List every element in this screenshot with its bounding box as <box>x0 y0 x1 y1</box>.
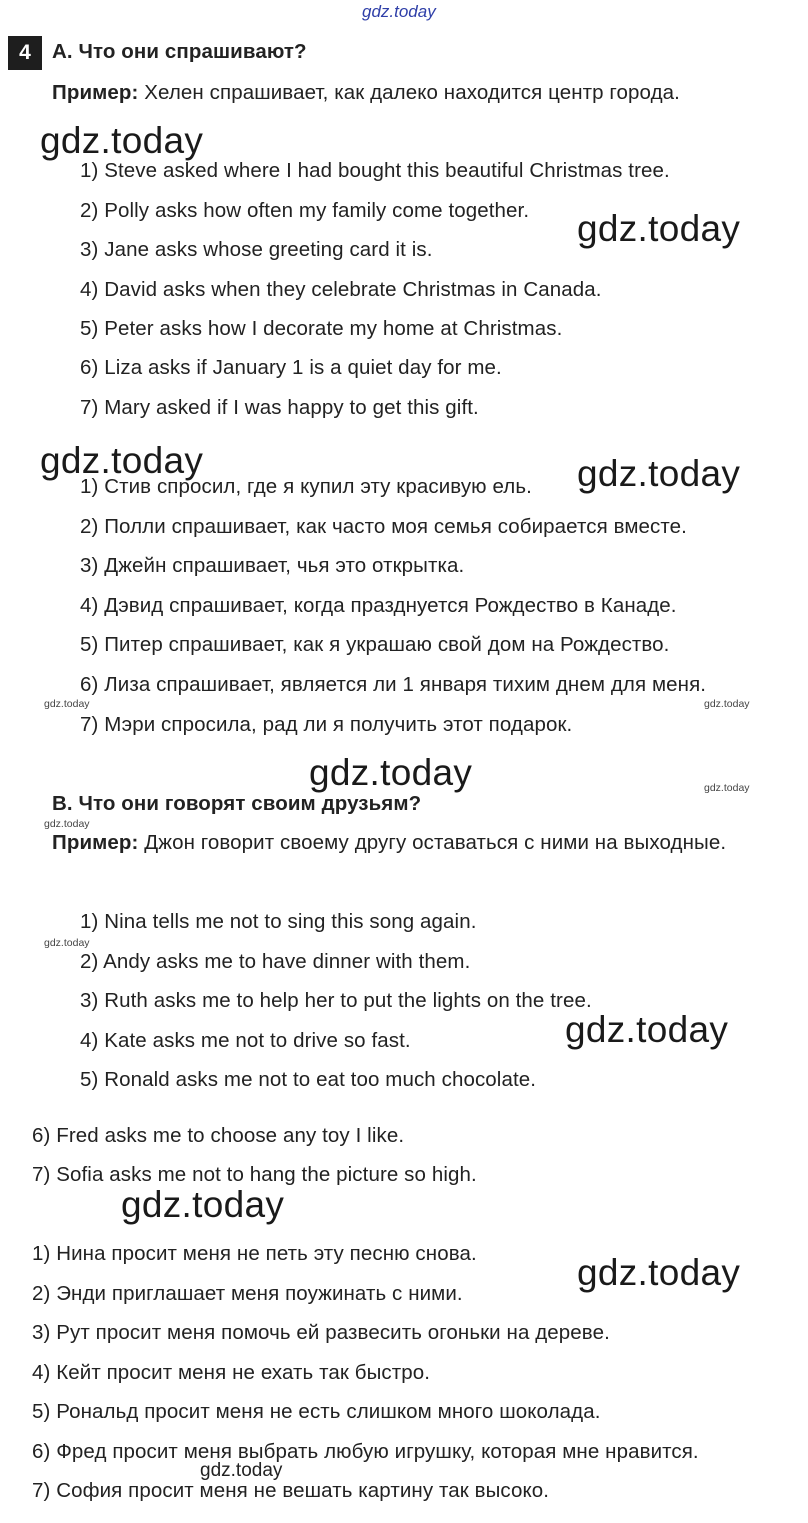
section-b-english-2: 2) Andy asks me to have dinner with them. <box>80 950 471 973</box>
watermark: gdz.today <box>577 208 741 249</box>
section-a-english-1: 1) Steve asked where I had bought this beautiful Christmas tree. <box>80 159 670 182</box>
section-a-english-7: 7) Mary asked if I was happy to get this gift. <box>80 396 479 419</box>
section-a-english-3: 3) Jane asks whose greeting card it is. <box>80 238 433 261</box>
section-b-russian-5: 5) Рональд просит меня не есть слишком много шоколада. <box>32 1400 601 1423</box>
section-b-english-7: 7) Sofia asks me not to hang the picture so high. <box>32 1163 477 1186</box>
watermark: gdz.today <box>309 752 473 793</box>
watermark-small: gdz.today <box>704 698 750 710</box>
watermark-small: gdz.today <box>44 698 90 710</box>
section-b-english-6: 6) Fred asks me to choose any toy I like. <box>32 1124 405 1147</box>
section-a-russian-7: 7) Мэри спросила, рад ли я получить этот подарок. <box>80 713 573 736</box>
section-b-russian-6: 6) Фред просит меня выбрать любую игрушку, которая мне нравится. <box>32 1440 699 1463</box>
section-b-russian-2: 2) Энди приглашает меня поужинать с ними. <box>32 1282 463 1305</box>
section-a-russian-2: 2) Полли спрашивает, как часто моя семья собирается вместе. <box>80 515 687 538</box>
watermark-small: gdz.today <box>704 782 750 794</box>
section-a-russian-1: 1) Стив спросил, где я купил эту красивую ель. <box>80 475 532 498</box>
section-b-english-4: 4) Kate asks me not to drive so fast. <box>80 1029 411 1052</box>
example-label: Пример: <box>52 81 139 104</box>
section-a-english-5: 5) Peter asks how I decorate my home at Christmas. <box>80 317 563 340</box>
section-b-english-3: 3) Ruth asks me to help her to put the lights on the tree. <box>80 989 592 1012</box>
section-a-example <box>52 81 680 105</box>
example-text: Джон говорит своему другу оставаться с ними на выходные. <box>138 831 727 854</box>
section-a-english-4: 4) David asks when they celebrate Christmas in Canada. <box>80 278 602 301</box>
example-label: Пример: <box>52 831 139 854</box>
section-a-russian-6: 6) Лиза спрашивает, является ли 1 января тихим днем для меня. <box>80 673 707 696</box>
section-a-english-2: 2) Polly asks how often my family come together. <box>80 199 530 222</box>
watermark-mid: gdz.today <box>200 1460 283 1481</box>
section-b-english-5: 5) Ronald asks me not to eat too much chocolate. <box>80 1068 537 1091</box>
example-text: Хелен спрашивает, как далеко находится центр города. <box>138 81 680 104</box>
section-a-russian-3: 3) Джейн спрашивает, чья это открытка. <box>80 554 465 577</box>
watermark: gdz.today <box>121 1184 285 1225</box>
watermark: gdz.today <box>40 120 204 161</box>
section-b-english-1: 1) Nina tells me not to sing this song again. <box>80 910 477 933</box>
watermark: gdz.today <box>577 453 741 494</box>
watermark: gdz.today <box>40 440 204 481</box>
section-b-russian-4: 4) Кейт просит меня не ехать так быстро. <box>32 1361 431 1384</box>
section-a-russian-5: 5) Питер спрашивает, как я украшаю свой дом на Рождество. <box>80 633 670 656</box>
section-a-russian-4: 4) Дэвид спрашивает, когда празднуется Рождество в Канаде. <box>80 594 677 617</box>
section-a-english-6: 6) Liza asks if January 1 is a quiet day for me. <box>80 356 502 379</box>
section-b-heading: B. Что они говорят своим друзьям? <box>52 792 422 815</box>
section-b-russian-1: 1) Нина просит меня не петь эту песню снова. <box>32 1242 477 1265</box>
section-b-russian-7: 7) София просит меня не вешать картину так высоко. <box>32 1479 550 1502</box>
watermark-top: gdz.today <box>362 2 436 21</box>
watermark: gdz.today <box>565 1009 729 1050</box>
exercise-number-badge: 4 <box>8 36 42 70</box>
watermark-small: gdz.today <box>44 937 90 949</box>
watermark-small: gdz.today <box>44 818 90 830</box>
section-b-example <box>52 831 726 855</box>
section-b-russian-3: 3) Рут просит меня помочь ей развесить огоньки на дереве. <box>32 1321 610 1344</box>
watermark: gdz.today <box>577 1252 741 1293</box>
section-a-heading: A. Что они спрашивают? <box>52 40 307 63</box>
